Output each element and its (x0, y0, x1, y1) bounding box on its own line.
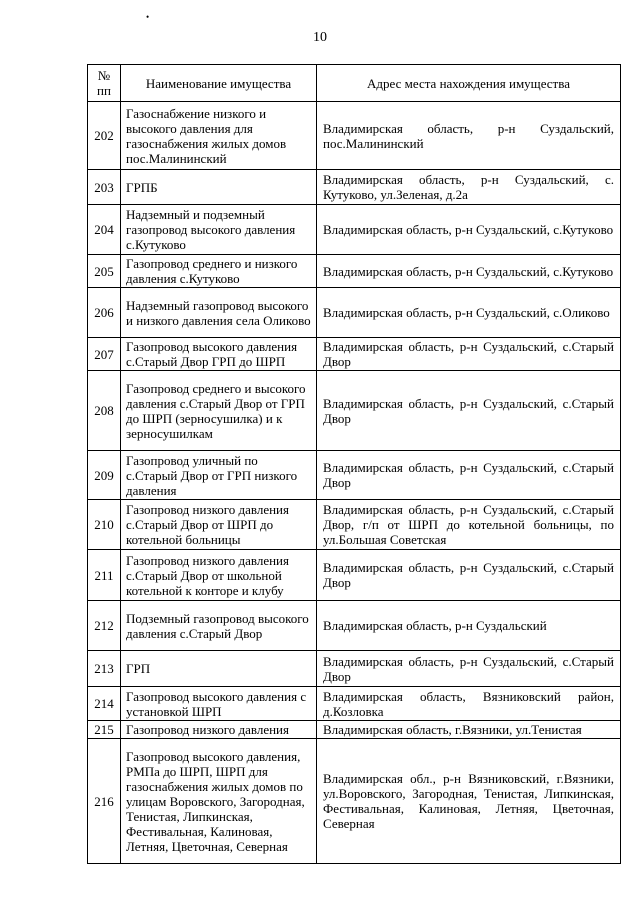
row-address: Владимирская область, р-н Суздальский, с.Старый Двор (317, 651, 621, 687)
scan-speck: • (146, 12, 150, 22)
row-num: 210 (88, 500, 121, 550)
row-address: Владимирская область, р-н Суздальский, с.Старый Двор (317, 550, 621, 601)
row-num: 207 (88, 338, 121, 371)
row-address: Владимирская область, р-н Суздальский, с.Кутуково (317, 205, 621, 255)
row-address: Владимирская область, р-н Суздальский, с.Старый Двор (317, 451, 621, 500)
row-address: Владимирская область, р-н Суздальский, с. Кутуково, ул.Зеленая, д.2а (317, 170, 621, 205)
page-number: 10 (313, 30, 327, 45)
row-address: Владимирская область, р-н Суздальский, пос.Малининский (317, 102, 621, 170)
row-address: Владимирская область, р-н Суздальский, с.Старый Двор (317, 371, 621, 451)
row-num: 205 (88, 255, 121, 288)
table-row (88, 601, 621, 651)
row-num: 212 (88, 601, 121, 651)
row-name: ГРПБ (121, 170, 317, 205)
table-row (88, 102, 621, 170)
row-name: Газопровод низкого давления с.Старый Двор от ШРП до котельной больницы (121, 500, 317, 550)
table-row (88, 500, 621, 550)
property-table (87, 64, 621, 864)
row-num: 215 (88, 721, 121, 739)
row-name: Газопровод высокого давления с.Старый Двор ГРП до ШРП (121, 338, 317, 371)
row-num: 202 (88, 102, 121, 170)
row-address: Владимирская область, г.Вязники, ул.Тенистая (317, 721, 621, 739)
header-address: Адрес места нахождения имущества (317, 65, 621, 102)
row-num: 208 (88, 371, 121, 451)
row-address: Владимирская область, Вязниковский район, д.Козловка (317, 687, 621, 721)
row-name: Газопровод высокого давления с установкой ШРП (121, 687, 317, 721)
row-name: Газопровод среднего и высокого давления с.Старый Двор от ГРП до ШРП (зерносушилка) и к зерносушилкам (121, 371, 317, 451)
table-row (88, 739, 621, 864)
table-row (88, 338, 621, 371)
row-name: Надземный газопровод высокого и низкого давления села Оликово (121, 288, 317, 338)
row-address: Владимирская обл., р-н Вязниковский, г.Вязники, ул.Воровского, Загородная, Тенистая, Липкинская, Фестивальная, Калиновая, Летняя, Цветочная, Северная (317, 739, 621, 864)
row-name: Газопровод уличный по с.Старый Двор от ГРП низкого давления (121, 451, 317, 500)
header-num: № пп (88, 65, 121, 102)
row-num: 206 (88, 288, 121, 338)
row-num: 211 (88, 550, 121, 601)
table-row (88, 550, 621, 601)
table-row (88, 651, 621, 687)
row-name: Газопровод низкого давления с.Старый Двор от школьной котельной к конторе и клубу (121, 550, 317, 601)
table-row (88, 687, 621, 721)
row-num: 213 (88, 651, 121, 687)
row-address: Владимирская область, р-н Суздальский (317, 601, 621, 651)
header-row (88, 65, 621, 102)
table-row (88, 288, 621, 338)
row-name: Подземный газопровод высокого давления с.Старый Двор (121, 601, 317, 651)
row-name: ГРП (121, 651, 317, 687)
row-address: Владимирская область, р-н Суздальский, с.Оликово (317, 288, 621, 338)
row-num: 216 (88, 739, 121, 864)
table-row (88, 205, 621, 255)
row-address: Владимирская область, р-н Суздальский, с.Старый Двор (317, 338, 621, 371)
row-num: 203 (88, 170, 121, 205)
table-row (88, 255, 621, 288)
row-name: Газопровод среднего и низкого давления с.Кутуково (121, 255, 317, 288)
row-num: 209 (88, 451, 121, 500)
row-num: 204 (88, 205, 121, 255)
table-row (88, 371, 621, 451)
table-row (88, 170, 621, 205)
table-row (88, 451, 621, 500)
row-num: 214 (88, 687, 121, 721)
table-row (88, 721, 621, 739)
row-name: Надземный и подземный газопровод высокого давления с.Кутуково (121, 205, 317, 255)
header-name: Наименование имущества (121, 65, 317, 102)
row-address: Владимирская область, р-н Суздальский, с.Кутуково (317, 255, 621, 288)
row-name: Газоснабжение низкого и высокого давления для газоснабжения жилых домов пос.Малининский (121, 102, 317, 170)
row-name: Газопровод низкого давления (121, 721, 317, 739)
row-address: Владимирская область, р-н Суздальский, с.Старый Двор, г/п от ШРП до котельной больницы, по ул.Большая Советская (317, 500, 621, 550)
row-name: Газопровод высокого давления, РМПа до ШРП, ШРП для газоснабжения жилых домов по улицам Воровского, Загородная, Тенистая, Липкинская, Фестивальная, Калиновая, Летняя, Цветочная, Северная (121, 739, 317, 864)
